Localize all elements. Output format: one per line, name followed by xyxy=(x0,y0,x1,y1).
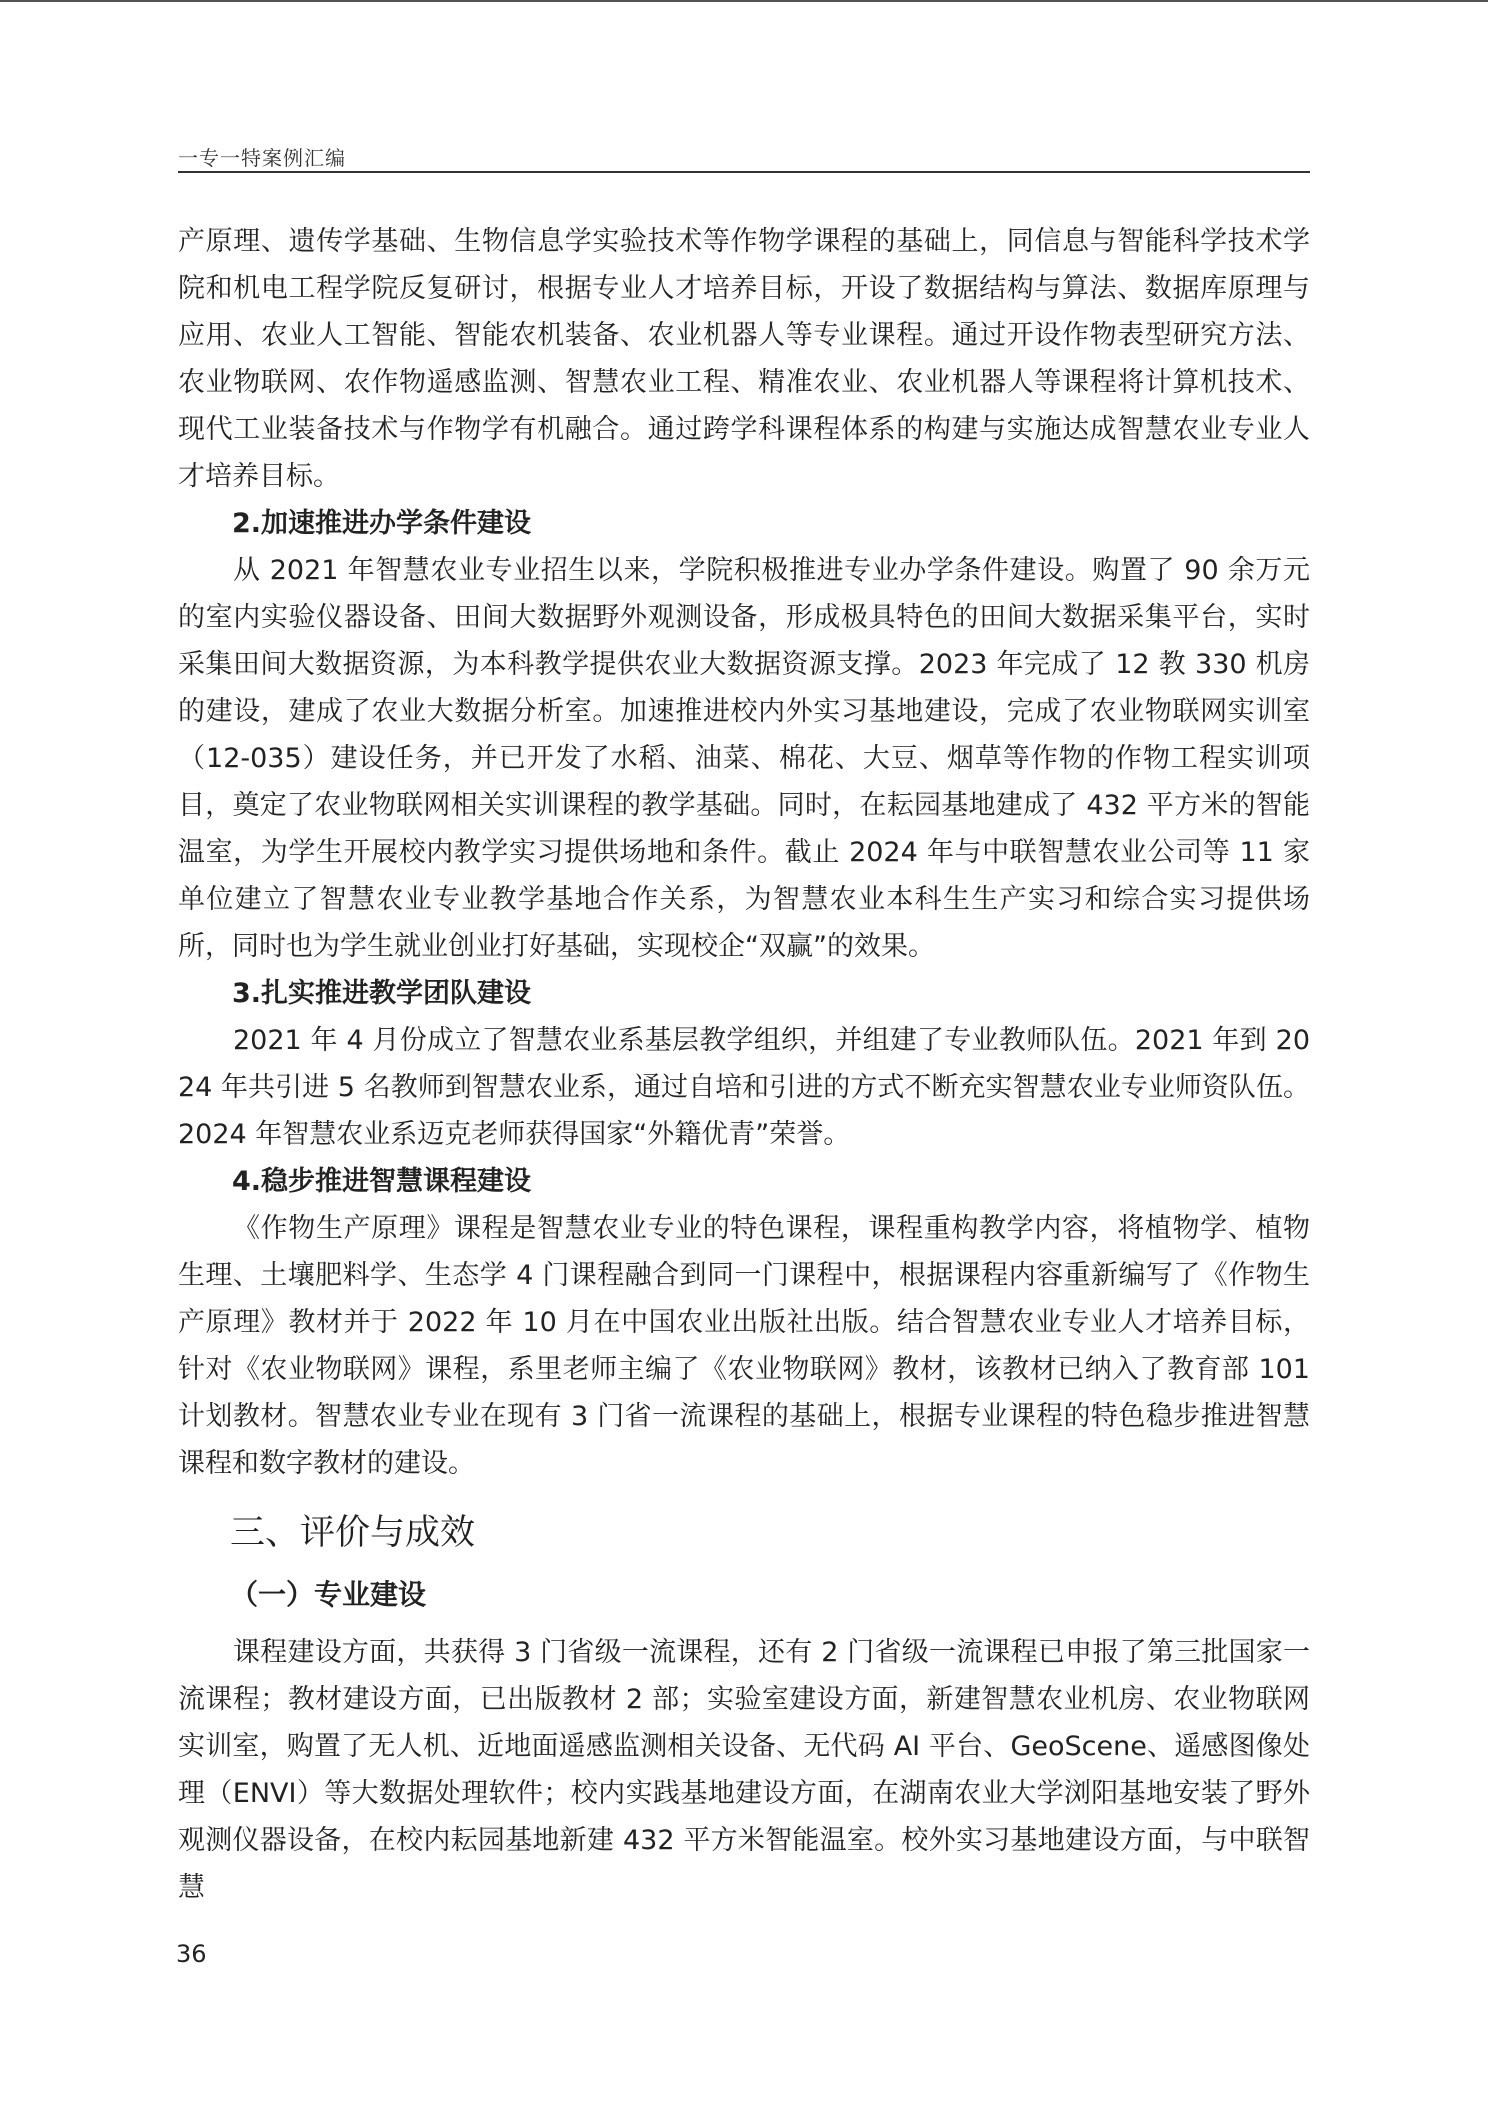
running-header: 一专一特案例汇编 xyxy=(178,146,346,170)
paragraph-curriculum-continued: 产原理、遗传学基础、生物信息学实验技术等作物学课程的基础上，同信息与智能科学技术学院和机电工程学院反复研讨，根据专业人才培养目标，开设了数据结构与算法、数据库原理与应用、农业人工智能、智能农机装备、农业机器人等专业课程。通过开设作物表型研究方法、农业物联网、农作物遥感监测、智慧农业工程、精准农业、农业机器人等课程将计算机技术、现代工业装备技术与作物学有机融合。通过跨学科课程体系的构建与实施达成智慧农业专业人才培养目标。 xyxy=(178,226,1310,492)
subheading-teaching-team: 3.扎实推进教学团队建设 xyxy=(232,978,532,1009)
section-title-evaluation: 三、评价与成效 xyxy=(230,1513,476,1553)
paragraph-teaching-team: 2021 年 4 月份成立了智慧农业系基层教学组织，并组建了专业教师队伍。2021 年到 2024 年共引进 5 名教师到智慧农业系，通过自培和引进的方式不断充实智慧农业专业师资队伍。2024 年智慧农业系迈克老师获得国家“外籍优青”荣誉。 xyxy=(178,1025,1310,1150)
top-border-line xyxy=(0,0,1488,2)
subheading-smart-courses: 4.稳步推进智慧课程建设 xyxy=(232,1166,532,1197)
header-rule xyxy=(178,171,1310,173)
paragraph-smart-courses: 《作物生产原理》课程是智慧农业专业的特色课程，课程重构教学内容，将植物学、植物生理、土壤肥料学、生态学 4 门课程融合到同一门课程中，根据课程内容重新编写了《作物生产原理》教材并于 2022 年 10 月在中国农业出版社出版。结合智慧农业专业人才培养目标，针对《农业物联网》课程，系里老师主编了《农业物联网》教材，该教材已纳入了教育部 101 计划教材。智慧农业专业在现有 3 门省一流课程的基础上，根据专业课程的特色稳步推进智慧课程和数字教材的建设。 xyxy=(178,1213,1310,1479)
subheading-facilities: 2.加速推进办学条件建设 xyxy=(232,508,532,539)
paragraph-facilities: 从 2021 年智慧农业专业招生以来，学院积极推进专业办学条件建设。购置了 90 余万元的室内实验仪器设备、田间大数据野外观测设备，形成极具特色的田间大数据采集平台，实时采集田间大数据资源，为本科教学提供农业大数据资源支撑。2023 年完成了 12 教 330 机房的建设，建成了农业大数据分析室。加速推进校内外实习基地建设，完成了农业物联网实训室（12-035）建设任务，并已开发了水稻、油菜、棉花、大豆、烟草等作物的作物工程实训项目，奠定了农业物联网相关实训课程的教学基础。同时，在耘园基地建成了 432 平方米的智能温室，为学生开展校内教学实习提供场地和条件。截止 2024 年与中联智慧农业公司等 11 家单位建立了智慧农业专业教学基地合作关系，为智慧农业本科生生产实习和综合实习提供场所，同时也为学生就业创业打好基础，实现校企“双赢”的效果。 xyxy=(178,555,1310,962)
paragraph-major-construction: 课程建设方面，共获得 3 门省级一流课程，还有 2 门省级一流课程已申报了第三批国家一流课程；教材建设方面，已出版教材 2 部；实验室建设方面，新建智慧农业机房、农业物联网实训室，购置了无人机、近地面遥感监测相关设备、无代码 AI 平台、GeoScene、遥感图像处理（ENVI）等大数据处理软件；校内实践基地建设方面，在湖南农业大学浏阳基地安装了野外观测仪器设备，在校内耘园基地新建 432 平方米智能温室。校外实习基地建设方面，与中联智慧 xyxy=(178,1637,1310,1903)
subsection-title-major-construction: （一）专业建设 xyxy=(230,1578,427,1611)
page-number: 36 xyxy=(176,1940,207,1968)
page-body xyxy=(178,218,1310,1911)
